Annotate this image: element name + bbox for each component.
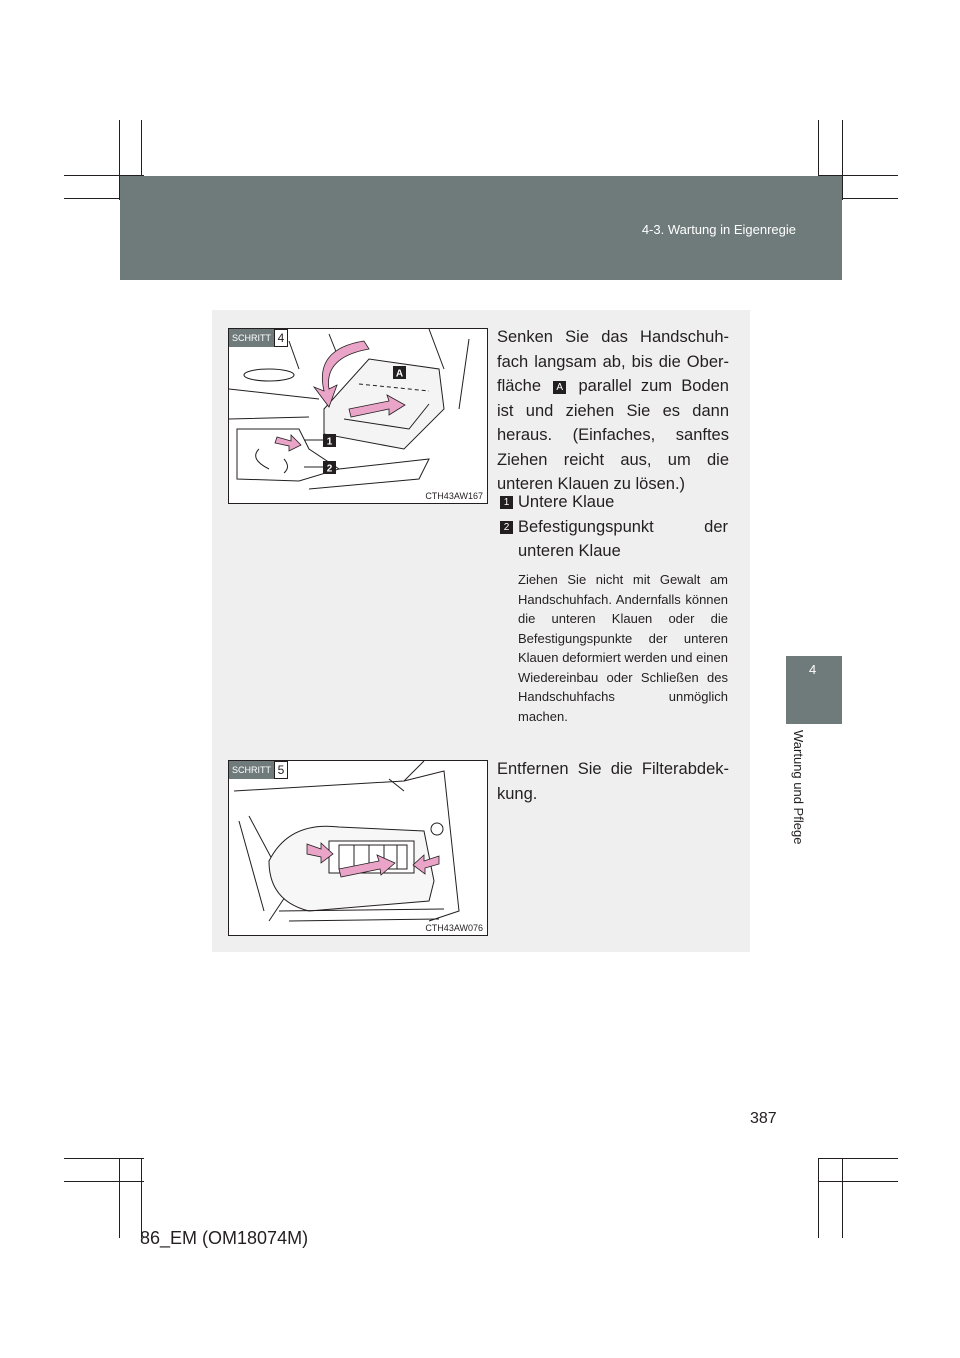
chapter-label: Wartung und Pflege [791,730,806,845]
figure-marker-2: 2 [326,463,333,475]
item-2-badge: 2 [500,521,513,534]
crop-mark [842,1158,843,1238]
crop-mark [818,1158,898,1159]
step-badge-number: 4 [274,329,288,347]
figure-step-5 [228,760,488,936]
figure-marker-1: 1 [326,436,333,448]
step-4-instruction [497,325,729,497]
section-header [120,176,842,280]
chapter-tab [786,656,842,724]
crop-mark [119,1158,120,1238]
item-2-label-cont: unteren Klaue [518,542,621,560]
crop-mark [818,1158,819,1238]
page-number: 387 [750,1110,777,1127]
step-4-text-before: Senken Sie das Handschuhfach langsam ab, bis die Oberfläche [497,328,729,395]
step-5-instruction: Entfernen Sie die Filterabdekkung. [497,760,729,803]
step-badge-label: SCHRITT [229,329,274,347]
crop-mark [818,1181,898,1182]
filter-cover-illustration [229,761,487,935]
item-1-label: Untere Klaue [518,493,615,511]
figure-step-4 [228,328,488,504]
crop-mark [64,1181,144,1182]
chapter-number: 4 [809,662,817,677]
item-1-badge: 1 [500,496,513,509]
item-2-label: Befestigungspunkt der [518,518,728,536]
crop-mark [141,1158,142,1238]
step-badge-number: 5 [274,761,288,779]
document-code: 86_EM (OM18074M) [140,1228,309,1248]
crop-mark [842,120,843,200]
figure-code: CTH43AW167 [425,491,483,501]
step-4-text-after: parallel zum Boden ist und ziehen Sie es dann heraus. (Einfaches, sanftes Ziehen reicht aus, um die unteren Klauen zu lösen.) [497,377,729,493]
figure-code: CTH43AW076 [425,923,483,933]
marker-a-badge: A [553,381,566,394]
glovebox-illustration [229,329,487,503]
figure-marker-a: A [395,368,404,380]
section-title: 4-3. Wartung in Eigenregie [641,222,796,237]
warning-note: Ziehen Sie nicht mit Gewalt am Handschuhfach. Andernfalls können die unteren Klauen oder die Befestigungspunkte der unteren Klauen deformiert werden und einen Wiedereinbau oder Schließen des Handschuhfachs unmöglich machen. [518,572,728,724]
crop-mark [64,1158,144,1159]
step-badge-label: SCHRITT [229,761,274,779]
